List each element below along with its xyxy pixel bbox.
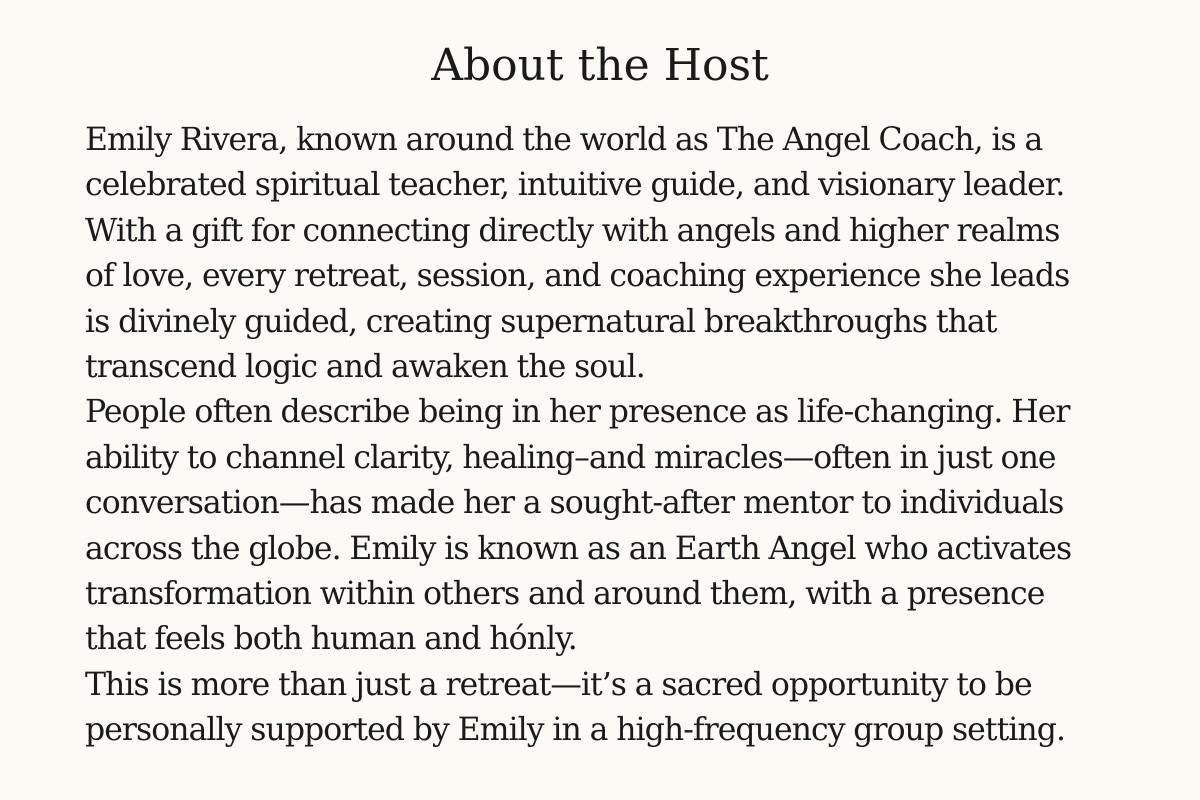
text-line: Emily Rivera, known around the world as The Angel Coach, is a: [85, 122, 1043, 158]
host-bio: [85, 118, 1165, 754]
text-line: of love, every retreat, session, and coaching experience she leads: [85, 258, 1070, 295]
text-line: People often describe being in her presence as life-changing. Her: [85, 394, 1070, 431]
text-line: across the globe. Emily is known as an Earth Angel who activates: [85, 530, 1072, 567]
text-line: transformation within others and around them, with a presence: [85, 576, 1045, 613]
bio-paragraph-1: [85, 118, 1165, 390]
text-line: ability to channel clarity, healing–and miracles—often in just one: [85, 439, 1056, 476]
text-line: conversation—has made her a sought-after mentor to individuals: [85, 485, 1064, 522]
text-line: is divinely guided, creating supernatural breakthroughs that: [85, 303, 997, 340]
bio-paragraph-3: [85, 663, 1165, 754]
page-title: About the Host: [431, 40, 769, 91]
text-line: With a gift for connecting directly with angels and higher realms: [85, 212, 1060, 249]
text-line: that feels both human and hónly.: [85, 621, 577, 658]
bio-paragraph-2: [85, 390, 1165, 662]
text-line: transcend logic and awaken the soul.: [85, 349, 645, 386]
text-line: This is more than just a retreat—it’s a sacred opportunity to be: [85, 666, 1032, 703]
text-line: personally supported by Emily in a high-frequency group setting.: [85, 712, 1066, 749]
text-line: celebrated spiritual teacher, intuitive guide, and visionary leader.: [85, 167, 1065, 204]
